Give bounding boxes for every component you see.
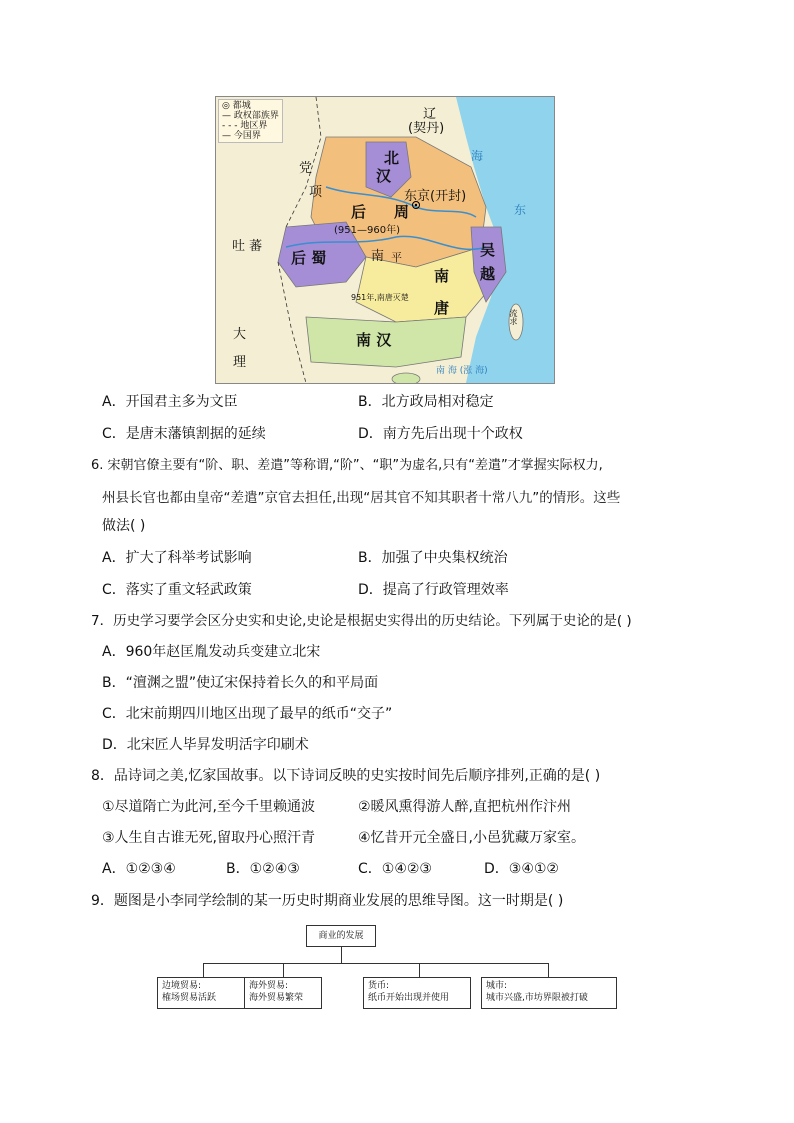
branch-title: 城市: <box>486 981 508 991</box>
label-nanping-1: 南 <box>371 249 385 264</box>
mindmap-branch-currency <box>363 977 471 1009</box>
mindmap-connector <box>419 963 420 977</box>
q5-option-d: D．南方先后出现十个政权 <box>358 426 523 442</box>
q7-option-b: B．“澶渊之盟”使辽宋保持着长久的和平局面 <box>102 675 379 691</box>
q7-stem: 7．历史学习要学会区分史实和史论,史论是根据史实得出的历史结论。下列属于史论的是( ) <box>91 613 632 629</box>
label-tubo: 吐 蕃 <box>232 239 263 254</box>
label-beihan-2: 汉 <box>376 167 392 185</box>
label-nanhan: 南 汉 <box>356 331 392 349</box>
q8-option-b: B．①②④③ <box>226 861 300 877</box>
label-wuyue-1: 吴 <box>480 241 496 259</box>
q7-option-d: D．北宋匠人毕昇发明活字印刷术 <box>102 737 309 753</box>
q6-stem-line-1: 6. 宋朝官僚主要有“阶、职、差遣”等称谓,“阶”、“职”为虚名,只有“差遣”才掌握实际权力, <box>91 458 603 473</box>
label-xiang: 项 <box>309 185 323 200</box>
branch-title: 货币: <box>368 981 390 991</box>
q8-poem-3: ③人生自古谁无死,留取丹心照汗青 <box>102 830 316 846</box>
q5-option-a: A．开国君主多为文臣 <box>102 394 238 410</box>
branch-title: 边境贸易: <box>162 981 202 991</box>
mindmap-connector <box>283 963 284 977</box>
capital-dot <box>415 204 417 206</box>
mindmap-branch-overseas-trade <box>244 977 322 1009</box>
q9-stem: 9．题图是小李同学绘制的某一历史时期商业发展的思维导图。这一时期是( ) <box>91 893 564 909</box>
q6-option-d: D．提高了行政管理效率 <box>358 582 509 598</box>
label-liao: 辽 <box>423 107 437 122</box>
mindmap-branch-city <box>481 977 617 1009</box>
q8-poem-1: ①尽道隋亡为此河,至今千里赖通波 <box>102 799 316 815</box>
map-legend <box>218 99 283 143</box>
label-beihan-1: 北 <box>384 149 400 167</box>
q8-poem-2: ②暖风熏得游人醉,直把杭州作汴州 <box>358 799 572 815</box>
map-figure <box>215 96 555 384</box>
q5-option-c: C．是唐末藩镇割据的延续 <box>102 426 266 442</box>
q7-option-c: C．北宋前期四川地区出现了最早的纸币“交子” <box>102 706 393 722</box>
branch-text: 城市兴盛,市坊界限被打破 <box>486 993 588 1003</box>
label-nanping-2: 平 <box>391 251 402 264</box>
legend-item: ◎ 都城 <box>222 101 251 111</box>
q8-option-d: D．③④①② <box>484 861 559 877</box>
label-dali-2: 理 <box>233 355 247 370</box>
mindmap-root: 商业的发展 <box>306 925 376 947</box>
legend-item: — 政权部族界 <box>222 111 279 121</box>
q8-option-a: A．①②③④ <box>102 861 176 877</box>
mindmap-connector <box>203 963 204 977</box>
mindmap-connector <box>203 963 548 964</box>
mindmap-connector <box>341 947 342 963</box>
label-nanhai: 南 海 (涨 海) <box>436 366 488 376</box>
label-houzhou-2: 周 <box>394 203 410 221</box>
hainan-island <box>392 373 420 383</box>
label-houzhou-1: 后 <box>351 203 367 221</box>
q6-option-a: A．扩大了科举考试影响 <box>102 550 252 566</box>
branch-text: 榷场贸易活跃 <box>162 993 217 1003</box>
legend-item: - - - 地区界 <box>222 121 268 131</box>
label-nantang-2: 唐 <box>434 299 450 317</box>
branch-title: 海外贸易: <box>249 981 289 991</box>
label-liuqiu: 流求 <box>509 309 518 325</box>
branch-text: 纸币开始出现并使用 <box>368 993 450 1003</box>
label-qidan: (契丹) <box>408 121 445 136</box>
label-wuyue-2: 越 <box>480 265 496 283</box>
label-sea-hai: 海 <box>471 149 484 163</box>
q7-option-a: A．960年赵匡胤发动兵变建立北宋 <box>102 644 321 660</box>
label-dali-1: 大 <box>233 327 247 342</box>
branch-text: 海外贸易繁荣 <box>249 993 304 1003</box>
label-dongjing: 东京(开封) <box>404 189 467 204</box>
q6-option-c: C．落实了重文轻武政策 <box>102 582 252 598</box>
q8-poem-4: ④忆昔开元全盛日,小邑犹藏万家室。 <box>358 830 586 846</box>
q8-option-c: C．①④②③ <box>358 861 432 877</box>
label-dang: 党 <box>299 161 313 176</box>
q6-stem-line-2: 州县长官也都由皇帝“差遣”京官去担任,出现“居其官不知其职者十常八九”的情形。这些 <box>102 490 621 506</box>
label-houshu: 后 蜀 <box>291 249 327 267</box>
q8-stem: 8．品诗词之美,忆家国故事。以下诗词反映的史实按时间先后顺序排列,正确的是( ) <box>91 768 601 784</box>
legend-item: — 今国界 <box>222 131 261 141</box>
mindmap-branch-border-trade <box>157 977 249 1009</box>
q6-stem-line-3: 做法( ) <box>102 518 146 534</box>
mindmap-connector <box>548 963 549 977</box>
q6-option-b: B．加强了中央集权统治 <box>358 550 508 566</box>
q5-option-b: B．北方政局相对稳定 <box>358 394 494 410</box>
label-sea-dong: 东 <box>514 203 527 217</box>
label-years: (951—960年) <box>334 225 400 236</box>
label-nantang-1: 南 <box>434 267 450 285</box>
label-nantang-note: 951年,南唐灭楚 <box>351 293 409 302</box>
